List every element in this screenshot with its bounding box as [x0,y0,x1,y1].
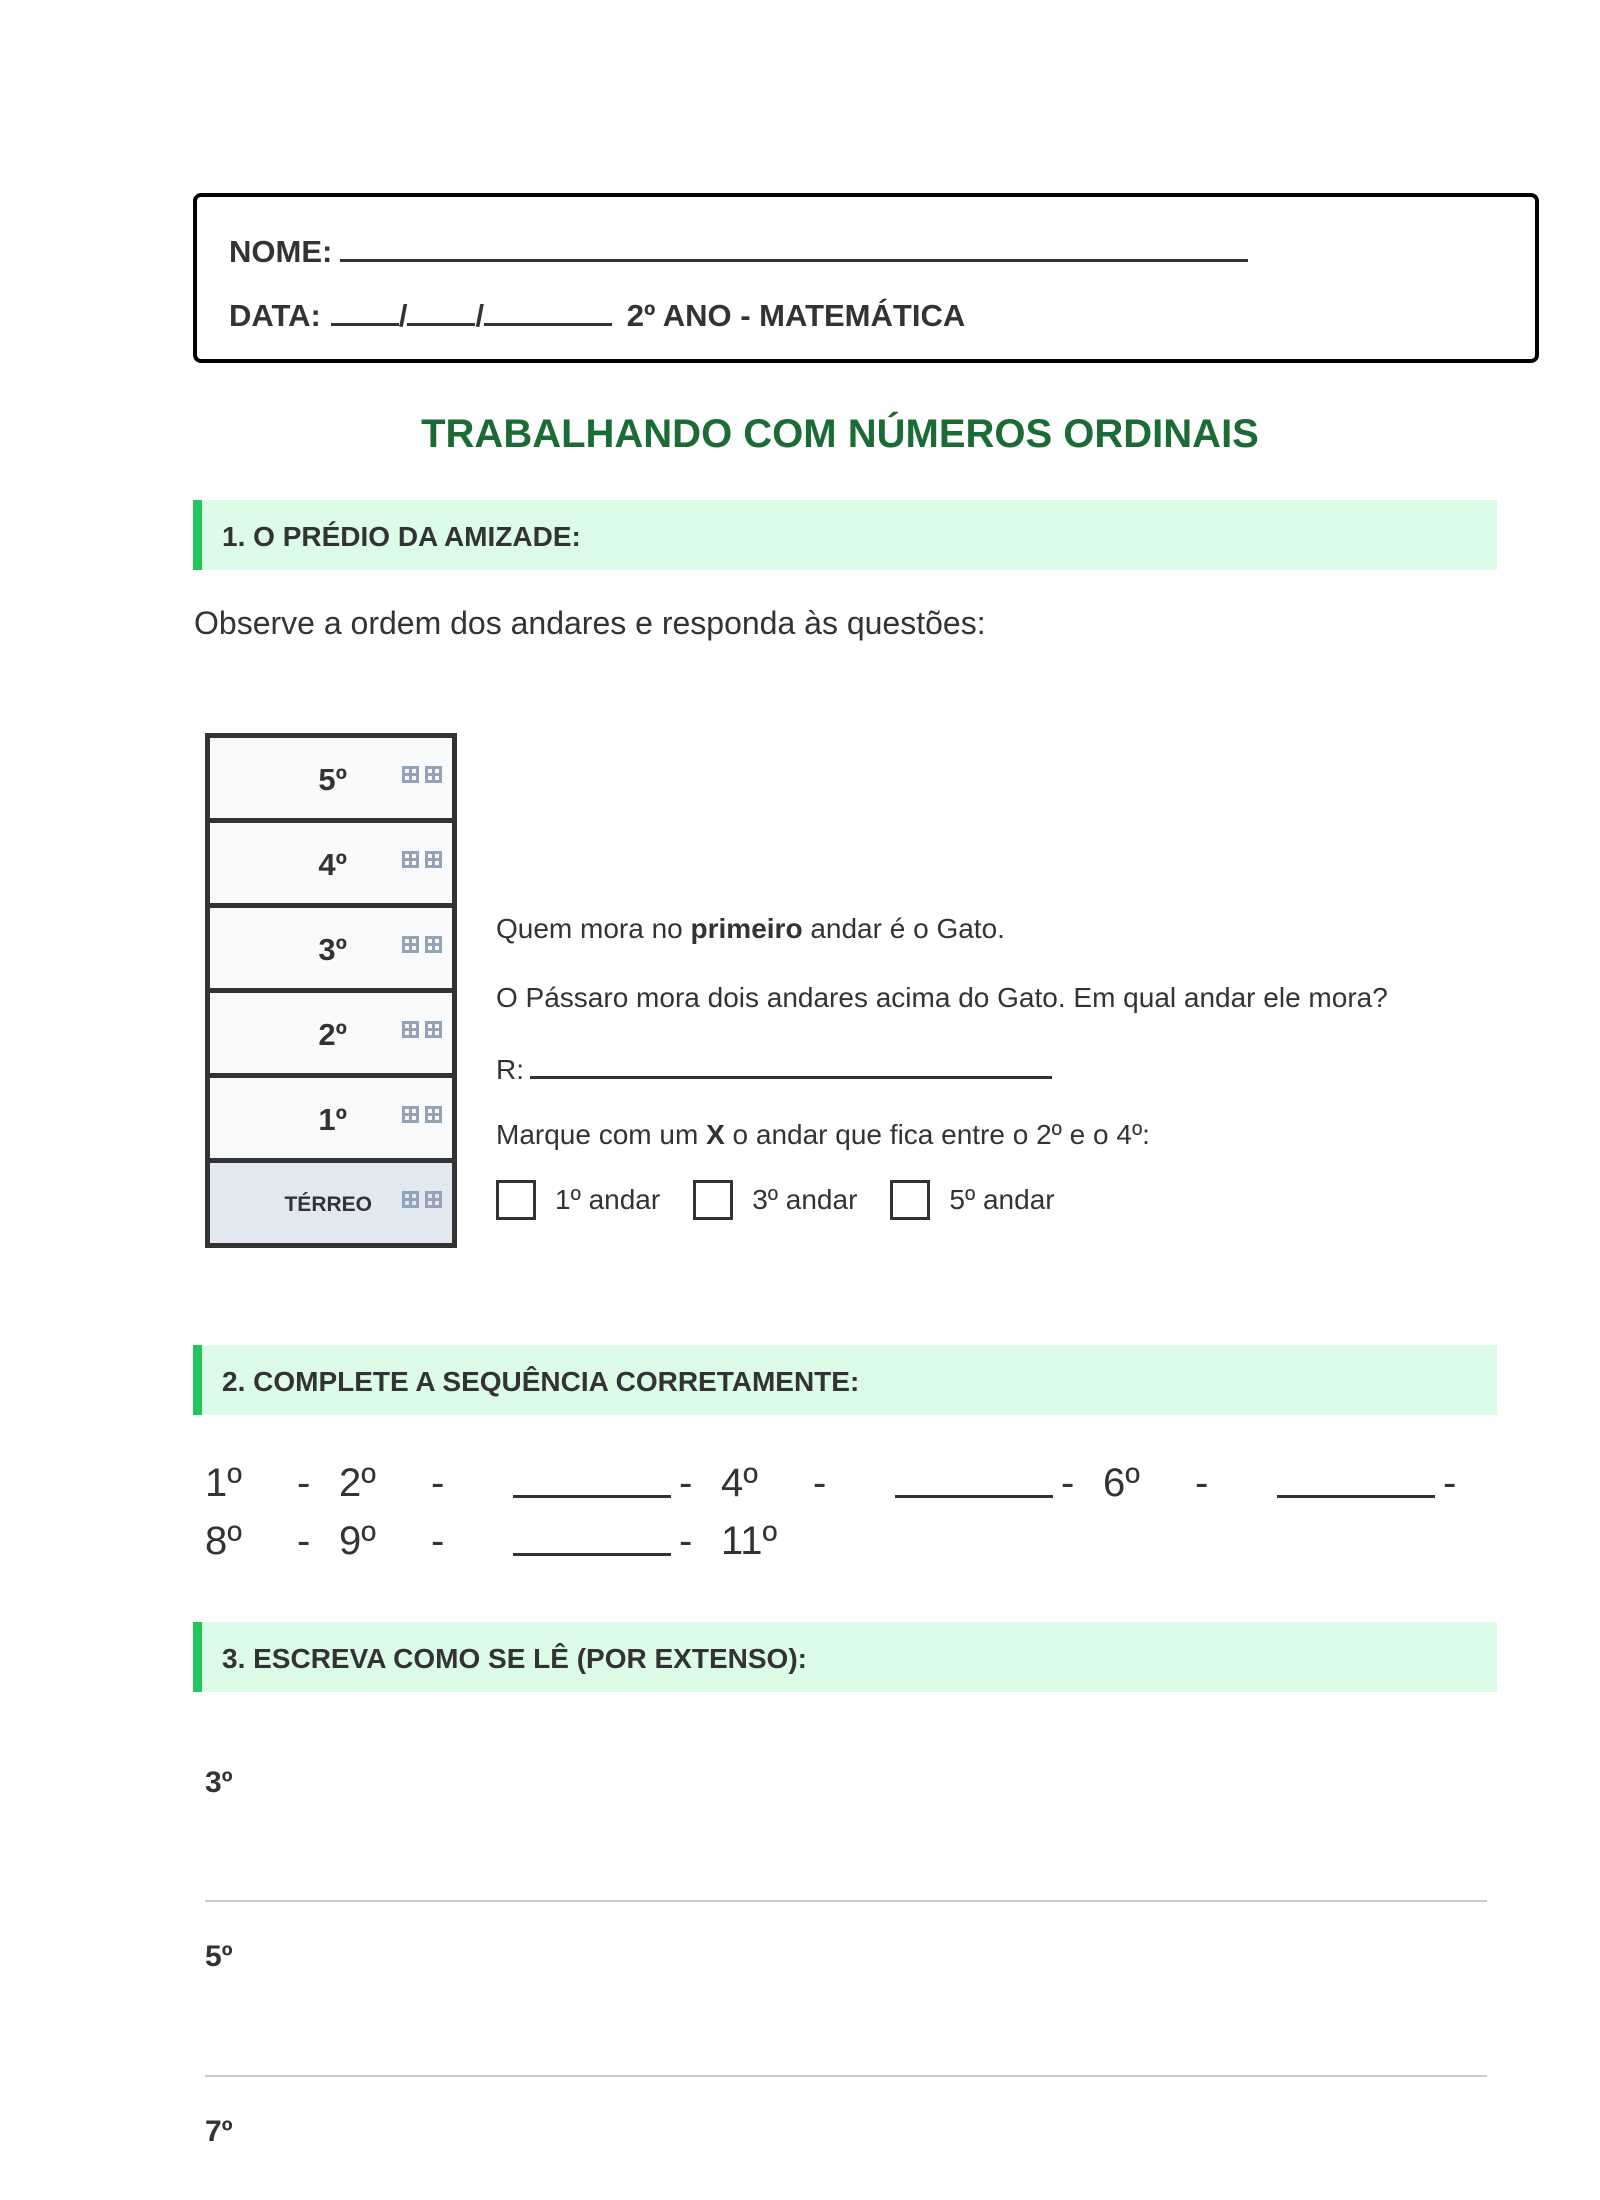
sequence-separator: - [679,1461,693,1505]
sequence-number: 6º [1103,1461,1140,1505]
blank-line[interactable] [895,1455,1053,1498]
sequence-separator: - [1443,1461,1457,1505]
window-icon [425,1106,442,1123]
sequence-number: 2º [339,1461,376,1505]
floor-label: 5º [318,762,347,797]
floor-label: 2º [318,1017,347,1052]
window-icon [402,766,419,783]
mark-pre: Marque com um [496,1119,707,1150]
window-icon [425,851,442,868]
statement-post: andar é o Gato. [802,913,1005,944]
window-icon [402,851,419,868]
sequence-number: 9º [339,1519,376,1563]
extenso-item [205,1940,1487,1974]
sequence-separator: - [297,1519,311,1563]
sequence-blank[interactable] [855,1455,1061,1513]
extenso-ordinal: 7º [205,2115,233,2148]
window-icon [425,1191,442,1208]
ordinal-sequence [205,1455,1505,1571]
date-separator: / [398,298,408,333]
date-day-line[interactable] [331,293,399,326]
option-label: 5º andar [949,1184,1055,1215]
building-floor [210,1078,452,1163]
sequence-number: 11º [721,1519,778,1563]
sequence-number: 8º [205,1519,242,1563]
answer-row [496,1050,1052,1086]
checkbox[interactable] [693,1180,733,1220]
floor-label: TÉRREO [284,1193,372,1216]
window-icon [425,936,442,953]
section-heading-1 [193,500,1497,570]
name-label: NOME: [229,234,333,269]
statement-pre: Quem mora no [496,913,691,944]
building-floor [210,993,452,1078]
floor-label: 4º [318,847,347,882]
checkbox[interactable] [890,1180,930,1220]
floor-label: 1º [318,1102,347,1137]
option-3rd-floor[interactable] [693,1180,857,1220]
page-title: TRABALHANDO COM NÚMEROS ORDINAIS [421,412,1259,456]
statement-bold: primeiro [690,913,803,944]
sequence-separator: - [1195,1461,1209,1505]
window-icon [402,936,419,953]
section-heading-3 [193,1622,1497,1692]
sequence-blank[interactable] [473,1455,679,1513]
window-icon [402,1106,419,1123]
window-icon [425,1021,442,1038]
extenso-item [205,1766,1487,1800]
extenso-ordinal: 5º [205,1940,233,1973]
answer-label: R: [496,1054,524,1085]
section-heading-text: 1. O PRÉDIO DA AMIZADE: [222,521,581,552]
option-label: 1º andar [555,1184,661,1215]
option-label: 3º andar [752,1184,858,1215]
name-input-line[interactable] [340,229,1248,262]
section-heading-text: 3. ESCREVA COMO SE LÊ (POR EXTENSO): [222,1643,807,1674]
sequence-blank[interactable] [1237,1455,1443,1513]
section-heading-text: 2. COMPLETE A SEQUÊNCIA CORRETAMENTE: [222,1366,860,1397]
checkbox[interactable] [496,1180,536,1220]
date-row [229,293,965,334]
writing-line[interactable] [205,1900,1487,1902]
sequence-separator: - [431,1461,445,1505]
mark-bold: X [706,1119,725,1150]
sequence-number: 4º [721,1461,758,1505]
section1-intro: Observe a ordem dos andares e responda às questões: [194,605,986,641]
option-5th-floor[interactable] [890,1180,1054,1220]
statement-text [496,913,1005,945]
floor-options [496,1180,1088,1220]
section-heading-2 [193,1345,1497,1415]
date-month-line[interactable] [407,293,475,326]
date-separator: / [475,298,485,333]
question-text: O Pássaro mora dois andares acima do Gato. Em qual andar ele mora? [496,982,1388,1013]
window-icon [425,766,442,783]
blank-line[interactable] [513,1455,671,1498]
sequence-separator: - [297,1461,311,1505]
sequence-separator: - [431,1519,445,1563]
building-floor [210,823,452,908]
extenso-ordinal: 3º [205,1766,233,1799]
date-year-line[interactable] [484,293,612,326]
student-info-box [193,193,1539,363]
answer-input-line[interactable] [530,1050,1052,1079]
date-label: DATA: [229,298,321,333]
building-floor [210,908,452,993]
sequence-blank[interactable] [473,1513,679,1571]
window-icon [402,1021,419,1038]
sequence-number: 1º [205,1461,242,1505]
sequence-separator: - [679,1519,693,1563]
mark-instruction [496,1119,1150,1151]
mark-post: o andar que fica entre o 2º e o 4º: [724,1119,1150,1150]
building-ground-floor [210,1163,452,1243]
sequence-separator: - [813,1461,827,1505]
building-floor [210,738,452,823]
building-diagram [205,733,457,1248]
blank-line[interactable] [513,1513,671,1556]
extenso-item [205,2115,1487,2149]
grade-subject: 2º ANO - MATEMÁTICA [626,298,966,333]
floor-label: 3º [318,932,347,967]
option-1st-floor[interactable] [496,1180,660,1220]
blank-line[interactable] [1277,1455,1435,1498]
name-row [229,229,1248,270]
writing-line[interactable] [205,2075,1487,2077]
sequence-separator: - [1061,1461,1075,1505]
window-icon [402,1191,419,1208]
